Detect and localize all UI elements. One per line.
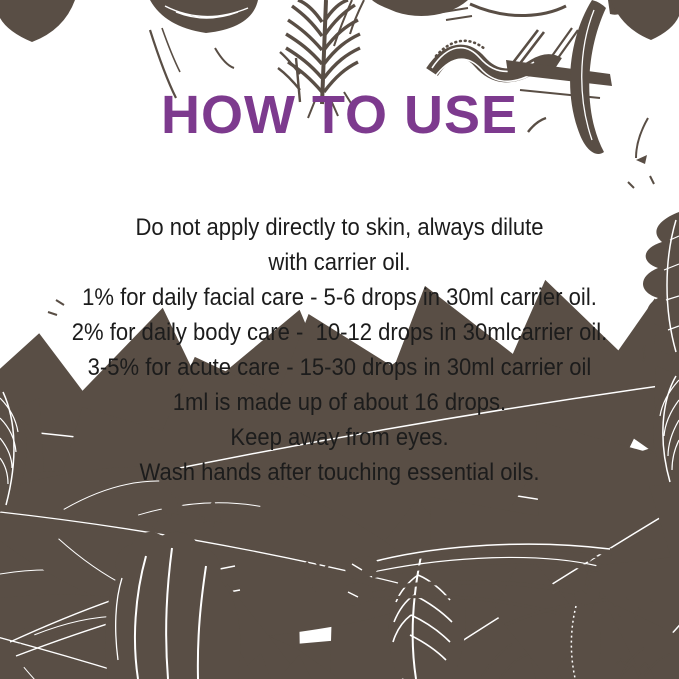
instruction-line: Wash hands after touching essential oils. [139,459,540,486]
instruction-line: with carrier oil. [268,249,411,276]
instruction-line: 1% for daily facial care - 5-6 drops in 30ml carrier oil. [82,284,597,311]
instruction-line: 2% for daily body care - 10-12 drops in 30mlcarrier oil. [71,319,608,346]
instructions [0,210,679,490]
page-title: HOW TO USE [160,85,519,145]
instruction-line: 1ml is made up of about 16 drops. [172,389,507,416]
instruction-line: 3-5% for acute care - 15-30 drops in 30ml carrier oil [87,354,592,381]
instruction-line: Do not apply directly to skin, always dilute [135,214,544,241]
instruction-line: Keep away from eyes. [230,424,449,451]
